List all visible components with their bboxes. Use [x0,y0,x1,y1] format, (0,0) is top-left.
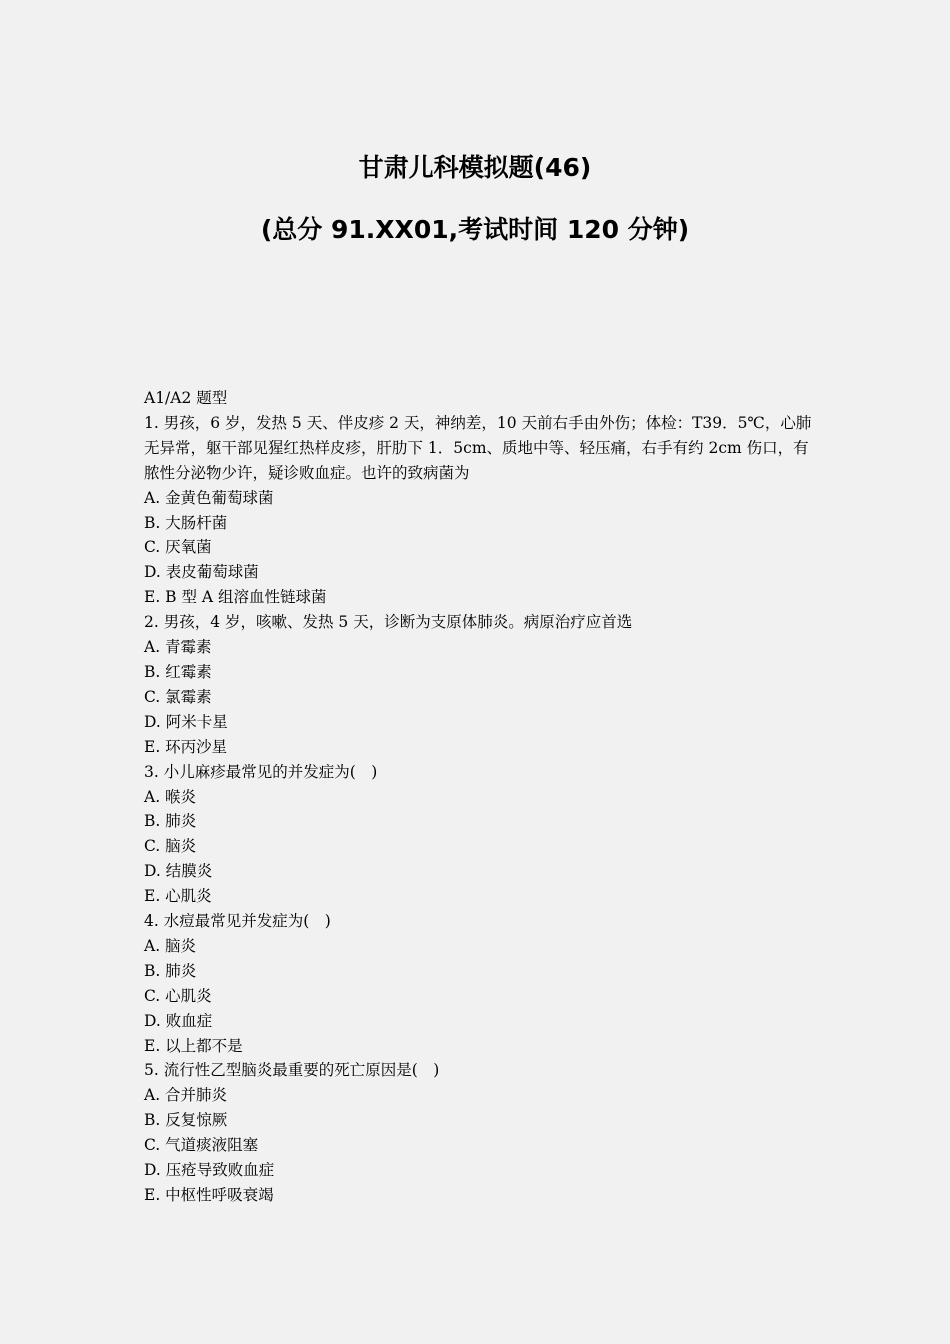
option-c: C. 厌氧菌 [144,538,212,557]
option-d: D. 结膜炎 [144,862,213,881]
option-b: B. 红霉素 [144,662,212,681]
option-c: C. 脑炎 [144,837,197,856]
option-d: D. 压疮导致败血症 [144,1161,275,1180]
page-subtitle: (总分 91.XX01,考试时间 120 分钟) [260,215,690,244]
option-b: B. 肺炎 [144,961,197,980]
option-b: B. 肺炎 [144,812,197,831]
question-stem: 1. 男孩，6 岁，发热 5 天、伴皮疹 2 天，神纳差，10 天前右手由外伤；体检：T39．5℃，心肺无异常，躯干部见猩红热样皮疹，肝肋下 1．5cm、质地中等、轻压痛，右手有约 2cm 伤口，有脓性分泌物少许，疑诊败血症。也许的致病菌为 [144,413,812,482]
question-list [144,386,824,1208]
option-a: A. 喉炎 [144,787,197,806]
option-a: A. 合并肺炎 [144,1086,228,1105]
option-a: A. 青霉素 [144,638,212,657]
title-block [0,148,950,250]
option-b: B. 大肠杆菌 [144,513,228,532]
question-4 [144,909,824,1058]
question-1 [144,411,824,610]
option-a: A. 金黄色葡萄球菌 [144,488,274,507]
option-c: C. 心肌炎 [144,986,212,1005]
question-2 [144,610,824,759]
option-b: B. 反复惊厥 [144,1111,228,1130]
option-c: C. 氯霉素 [144,687,212,706]
option-e: E. 中枢性呼吸衰竭 [144,1186,274,1204]
question-stem: 5. 流行性乙型脑炎最重要的死亡原因是( ) [144,1061,440,1080]
page-title: 甘肃儿科模拟题(46) [358,153,592,182]
option-e: E. 环丙沙星 [144,737,228,756]
option-a: A. 脑炎 [144,936,197,955]
question-5 [144,1058,824,1207]
question-stem: 2. 男孩，4 岁，咳嗽、发热 5 天，诊断为支原体肺炎。病原治疗应首选 [144,613,633,632]
option-d: D. 败血症 [144,1011,213,1030]
option-e: E. B 型 A 组溶血性链球菌 [144,588,327,607]
option-d: D. 阿米卡星 [144,712,228,731]
question-stem: 3. 小儿麻疹最常见的并发症为( ) [144,762,378,781]
question-stem: 4. 水痘最常见并发症为( ) [144,912,331,931]
question-3 [144,760,824,909]
option-e: E. 以上都不是 [144,1036,243,1055]
option-d: D. 表皮葡萄球菌 [144,563,259,582]
section-label: A1/A2 题型 [144,389,228,407]
option-c: C. 气道痰液阻塞 [144,1136,259,1155]
option-e: E. 心肌炎 [144,887,212,906]
